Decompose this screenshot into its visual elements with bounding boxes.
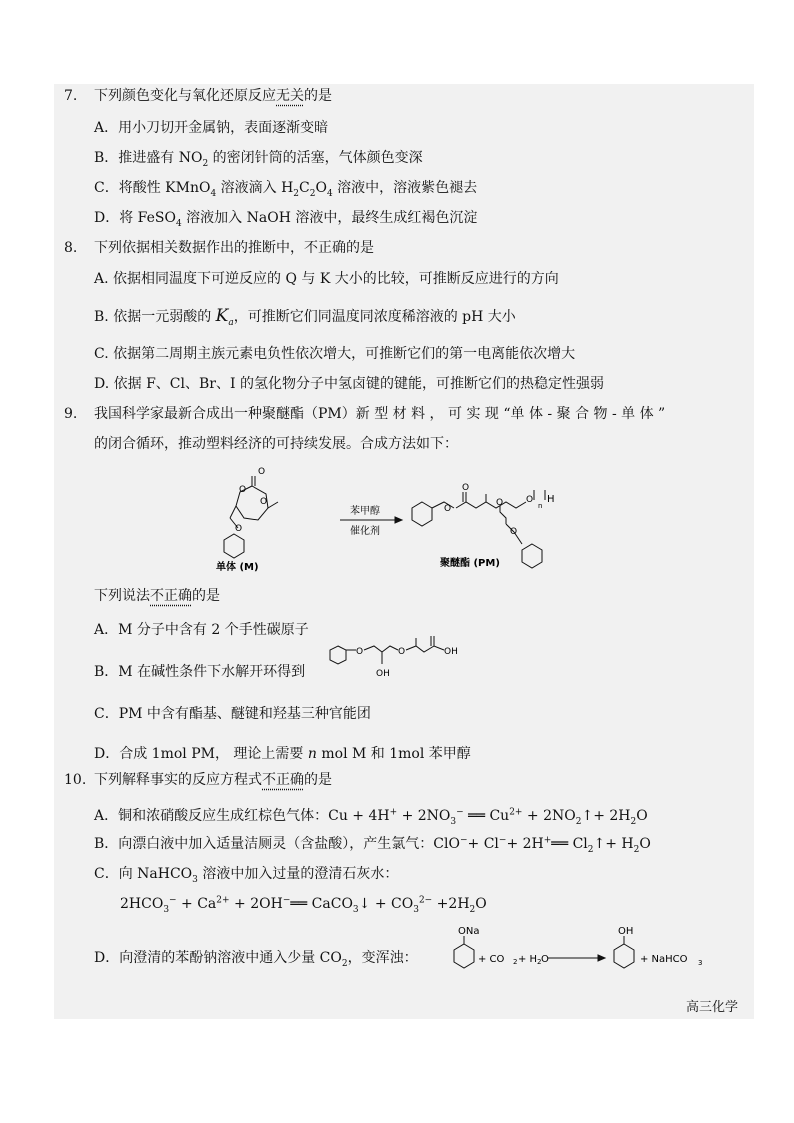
- q7-stem: 下列颜色变化与氧化还原反应无关的是: [94, 88, 332, 104]
- q8-option-a: A. 依据相同温度下可逆反应的 Q 与 K 大小的比较，可推断反应进行的方向: [94, 271, 559, 287]
- svg-text:O: O: [398, 647, 406, 657]
- polymer-label: 聚醚酯 (PM): [440, 558, 500, 569]
- svg-text:OH: OH: [618, 926, 634, 937]
- q10-number: 10.: [64, 772, 87, 788]
- q10-stem: 下列解释事实的反应方程式不正确的是: [94, 772, 332, 788]
- svg-text:+ H: + H: [518, 954, 538, 965]
- q7-option-a: A．用小刀切开金属钠，表面逐渐变暗: [94, 120, 329, 136]
- q10-option-a: A．铜和浓硝酸反应生成红棕色气体：$Cu + 4H^+ + 2NO_3^-$ ══ $Cu^{2+}$ + $2NO_2↑+ 2H_2O$: [94, 807, 648, 827]
- svg-text:ONa: ONa: [458, 926, 480, 937]
- q7-option-d: D．将 FeSO$_4$ 溶液加入 NaOH 溶液中，最终生成红褐色沉淀: [94, 210, 478, 229]
- monomer-benzene-ring: [224, 534, 244, 558]
- q9-option-a: A．M 分子中含有 2 个手性碳原子: [94, 622, 309, 638]
- svg-text:OH: OH: [376, 669, 390, 679]
- q9-option-d: D．合成 1mol PM， 理论上需要 n mol M 和 1mol 苯甲醇: [94, 746, 471, 762]
- svg-text:2: 2: [513, 958, 518, 966]
- svg-text:+ NaHCO: + NaHCO: [640, 954, 688, 965]
- svg-text:O: O: [526, 495, 534, 505]
- q7-option-c: C．将酸性 KMnO$_4$ 溶液滴入 $H_2C_2O_4$ 溶液中，溶液紫色褪去: [94, 180, 478, 199]
- svg-text:O: O: [356, 647, 364, 657]
- polymerization-scheme: [200, 462, 600, 574]
- svg-text:+ CO: + CO: [478, 954, 505, 965]
- q8-option-c: C. 依据第二周期主族元素电负性依次增大，可推断它们的第一电离能依次增大: [94, 346, 576, 362]
- q10-option-c-equation: $2HCO_3^- + Ca^{2+}$ + 2OH−══ CaCO$_3$↓ + $CO_3^{2-} +2H_2O$: [120, 895, 487, 915]
- svg-text:O: O: [444, 504, 452, 514]
- svg-text:O: O: [510, 527, 518, 537]
- q7-number: 7.: [64, 88, 78, 104]
- q9-option-c: C．PM 中含有酯基、醚键和羟基三种官能团: [94, 706, 371, 722]
- q9-option-b: B．M 在碱性条件下水解开环得到: [94, 664, 306, 680]
- svg-text:O: O: [235, 524, 243, 534]
- svg-text:O: O: [260, 497, 268, 507]
- q10-option-d: D．向澄清的苯酚钠溶液中通入少量 $CO_2$，变浑浊：: [94, 950, 418, 969]
- svg-text:O: O: [462, 483, 470, 493]
- svg-text:3: 3: [698, 959, 703, 967]
- polymer-pendant-ring: [522, 544, 542, 568]
- q7-option-b: B．推进盛有 $NO_2$ 的密闭针筒的活塞，气体颜色变深: [94, 150, 423, 169]
- q8-option-b: B. 依据一元弱酸的 $K_a$，可推断它们同温度同浓度稀溶液的 pH 大小: [94, 306, 516, 328]
- svg-text:OH: OH: [444, 647, 458, 657]
- svg-text:O: O: [541, 954, 549, 965]
- q10-option-c: C．向 NaHCO$_3$ 溶液中加入过量的澄清石灰水：: [94, 866, 399, 885]
- q9-stem-line2: 的闭合循环，推动塑料经济的可持续发展。合成方法如下：: [94, 436, 458, 452]
- q9-stem-line1: 我国科学家最新合成出一种聚醚酯（PM）新 型 材 料 ， 可 实 现 “单 体 - 聚 合 物 - 单 体 ”: [94, 406, 666, 422]
- monomer-label: 单体 (M): [216, 562, 259, 573]
- phenoxide-reaction-scheme: [448, 924, 708, 978]
- q7-emphasis: 无关: [276, 88, 304, 104]
- q8-option-d: D. 依据 F、Cl、Br、I 的氢化物分子中氢卤键的键能，可推断它们的热稳定性强弱: [94, 376, 604, 392]
- reagent-benzyl-alcohol: 苯甲醇: [350, 506, 380, 517]
- svg-text:O: O: [258, 467, 266, 477]
- q9-question: 下列说法不正确的是: [94, 588, 220, 604]
- q9-number: 9.: [64, 406, 78, 422]
- svg-text:2: 2: [537, 958, 542, 966]
- svg-text:O: O: [239, 485, 247, 495]
- reagent-catalyst: 催化剂: [350, 526, 380, 537]
- svg-text:n: n: [538, 502, 543, 510]
- q8-number: 8.: [64, 240, 78, 256]
- hydrolysis-product-structure: [326, 636, 476, 686]
- polymer-benzene-ring: [412, 502, 432, 526]
- q10-option-b: B．向漂白液中加入适量洁厕灵（含盐酸），产生氯气：ClO−+ Cl−+ 2H+══ $Cl_2↑+ H_2O$: [94, 835, 651, 855]
- q8-stem: 下列依据相关数据作出的推断中，不正确的是: [94, 240, 374, 256]
- svg-text:O: O: [496, 498, 504, 508]
- footer-subject: 高三化学: [685, 1000, 738, 1015]
- svg-text:H: H: [547, 494, 555, 505]
